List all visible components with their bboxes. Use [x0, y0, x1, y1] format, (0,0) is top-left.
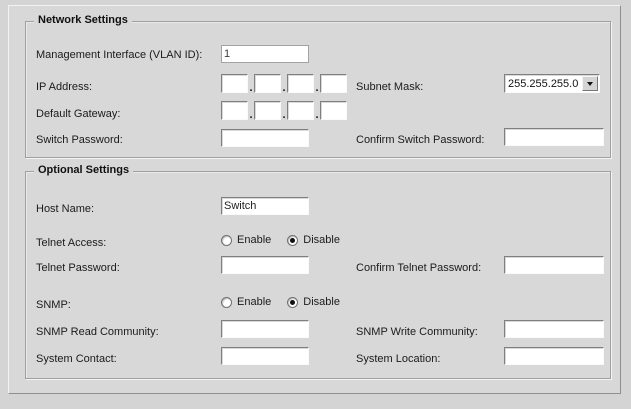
radio-icon	[287, 235, 298, 246]
snmp-enable-label: Enable	[237, 296, 272, 308]
combo-dropdown-button[interactable]	[582, 76, 598, 91]
ip-separator: .	[282, 109, 286, 121]
snmp-read-community-input[interactable]	[221, 320, 309, 338]
snmp-read-community-label: SNMP Read Community:	[36, 326, 159, 338]
host-name-input[interactable]	[221, 197, 309, 215]
snmp-enable-radio[interactable]	[221, 296, 271, 308]
ip-address-octet-2[interactable]	[254, 74, 281, 93]
snmp-radiogroup	[221, 296, 356, 308]
telnet-password-input[interactable]	[221, 256, 309, 274]
snmp-disable-radio[interactable]	[287, 296, 340, 308]
ip-separator: .	[315, 109, 319, 121]
system-location-label: System Location:	[356, 353, 441, 365]
ip-address-field	[221, 74, 347, 93]
vlan-id-label: Management Interface (VLAN ID):	[36, 49, 203, 61]
optional-settings-title: Optional Settings	[34, 164, 133, 176]
switch-password-input[interactable]	[221, 129, 309, 147]
telnet-disable-label: Disable	[303, 234, 340, 246]
subnet-mask-value: 255.255.255.0	[508, 77, 579, 90]
network-settings-title: Network Settings	[34, 14, 132, 26]
system-contact-label: System Contact:	[36, 353, 117, 365]
radio-icon	[221, 235, 232, 246]
default-gateway-field	[221, 101, 347, 120]
radio-icon	[221, 297, 232, 308]
ip-separator: .	[249, 82, 253, 94]
ip-address-octet-1[interactable]	[221, 74, 248, 93]
system-contact-input[interactable]	[221, 347, 309, 365]
switch-password-label: Switch Password:	[36, 134, 123, 146]
ip-separator: .	[282, 82, 286, 94]
confirm-switch-password-input[interactable]	[504, 128, 604, 146]
radio-icon	[287, 297, 298, 308]
ip-separator: .	[315, 82, 319, 94]
confirm-telnet-password-label: Confirm Telnet Password:	[356, 262, 482, 274]
snmp-disable-label: Disable	[303, 296, 340, 308]
snmp-write-community-label: SNMP Write Community:	[356, 326, 478, 338]
gateway-octet-2[interactable]	[254, 101, 281, 120]
settings-panel	[8, 5, 621, 394]
ip-address-octet-3[interactable]	[287, 74, 314, 93]
telnet-access-label: Telnet Access:	[36, 237, 107, 249]
default-gateway-label: Default Gateway:	[36, 108, 121, 120]
ip-address-octet-4[interactable]	[320, 74, 347, 93]
gateway-octet-3[interactable]	[287, 101, 314, 120]
chevron-down-icon	[587, 82, 593, 86]
telnet-enable-radio[interactable]	[221, 234, 271, 246]
telnet-access-radiogroup	[221, 234, 356, 246]
subnet-mask-select[interactable]	[504, 74, 600, 93]
gateway-octet-1[interactable]	[221, 101, 248, 120]
telnet-password-label: Telnet Password:	[36, 262, 120, 274]
gateway-octet-4[interactable]	[320, 101, 347, 120]
confirm-telnet-password-input[interactable]	[504, 256, 604, 274]
system-location-input[interactable]	[504, 347, 604, 365]
telnet-disable-radio[interactable]	[287, 234, 340, 246]
ip-address-label: IP Address:	[36, 81, 93, 93]
subnet-mask-label: Subnet Mask:	[356, 81, 424, 93]
telnet-enable-label: Enable	[237, 234, 272, 246]
snmp-label: SNMP:	[36, 299, 71, 311]
host-name-label: Host Name:	[36, 203, 95, 215]
confirm-switch-password-label: Confirm Switch Password:	[356, 134, 485, 146]
snmp-write-community-input[interactable]	[504, 320, 604, 338]
ip-separator: .	[249, 109, 253, 121]
vlan-id-input[interactable]	[221, 45, 309, 63]
